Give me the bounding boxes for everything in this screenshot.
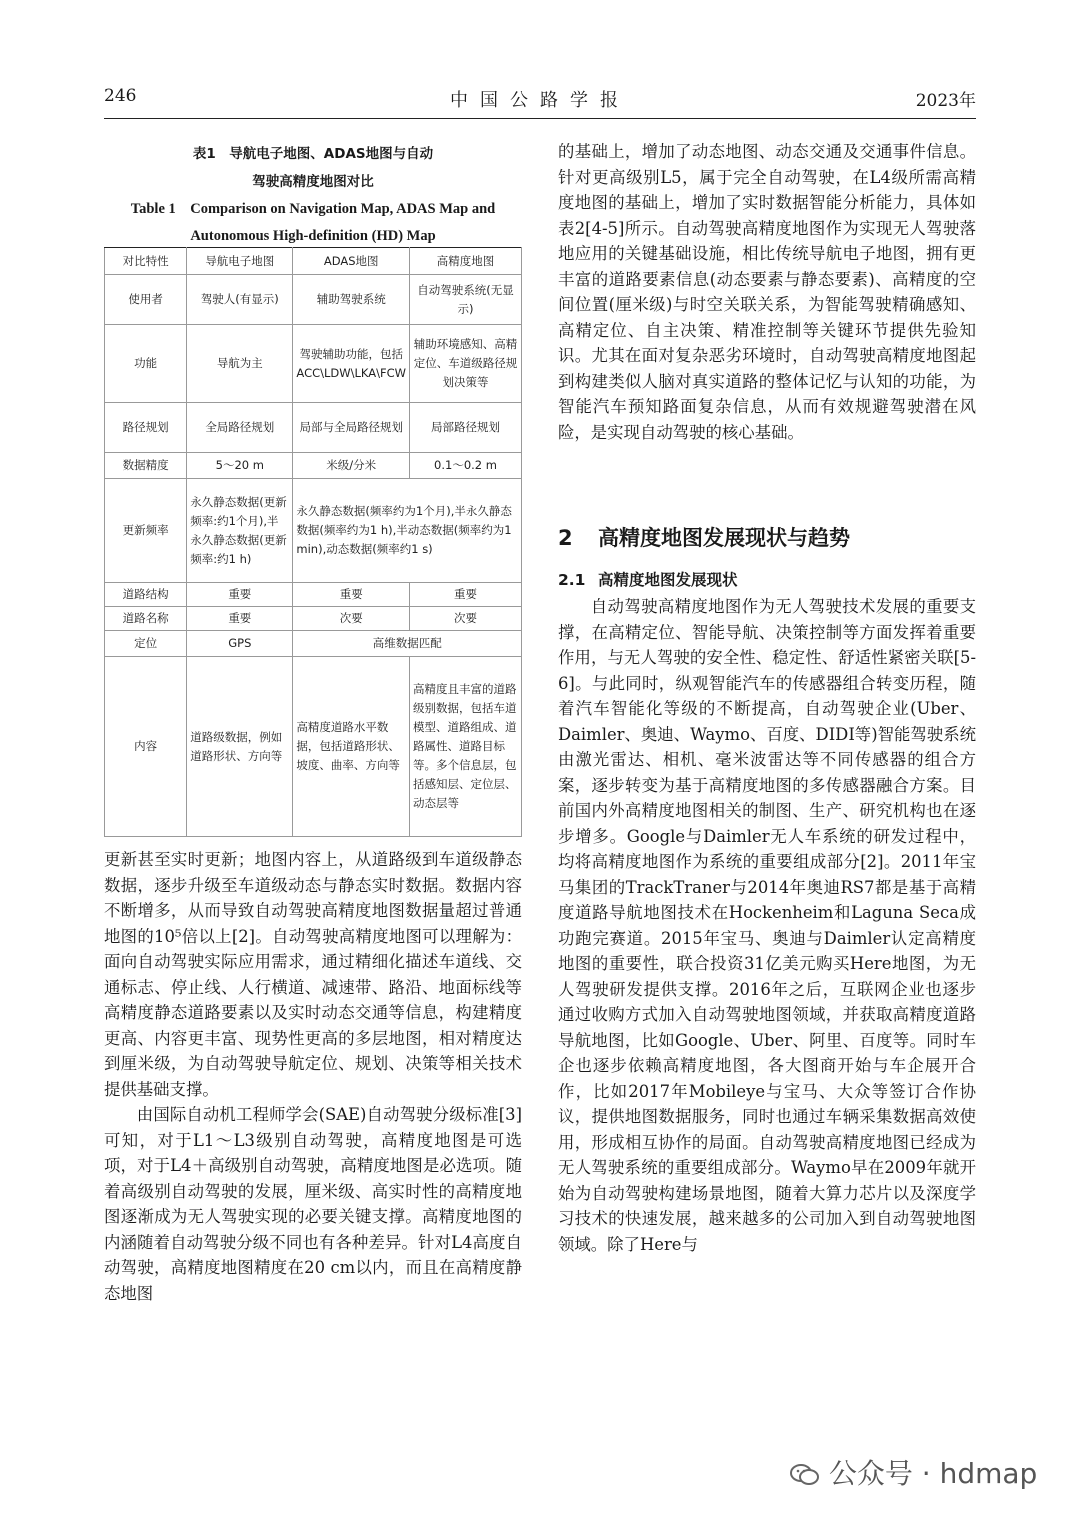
table-cell: 道路名称: [105, 607, 187, 631]
paragraph: 自动驾驶高精度地图作为无人驾驶技术发展的重要支撑，在高精定位、智能导航、决策控制等方面发挥着重要作用，与无人驾驶的安全性、稳定性、舒适性紧密关联[5-6]。与此同时，纵观智能汽车的传感器组合转变历程，随着汽车智能化等级的不断提高，自动驾驶企业(Uber、Daimler、奥迪、Waymo、百度、DIDI等)智能驾驶系统由激光雷达、相机、毫米波雷达等不同传感器的组合方案，逐步转变为基于高精度地图的多传感器融合方案。目前国内外高精度地图相关的制图、生产、研究机构也在逐步增多。Google与Daimler无人车系统的研发过程中，均将高精度地图作为系统的重要组成部分[2]。2011年宝马集团的TrackTraner与2014年奥迪RS7都是基于高精度道路导航地图技术在Hockenheim和Laguna Seca成功跑完赛道。2015年宝马、奥迪与Daimler认定高精度地图的重要性，联合投资31亿美元购买Here地图，为无人驾驶研发提供支撑。2016年之后，互联网企业也逐步通过收购方式加入自动驾驶地图领域，并获取高精度道路导航地图，比如Google、Uber、阿里、百度等。同时车企也逐步依赖高精度地图，各大图商开始与车企展开合作，比如2017年Mobileye与宝马、大众等签订合作协议，提供地图数据服务，同时也通过车辆采集数据高效使用，形成相互协作的局面。自动驾驶高精度地图已经成为无人驾驶系统的重要组成部分。Waymo早在2009年就开始为自动驾驶构建场景地图，随着大算力芯片以及深度学习技术的快速发展，越来越多的公司加入到自动驾驶地图领域。除了Here与: [558, 597, 976, 1254]
table-cell: 道路结构: [105, 583, 187, 607]
table-cell: 自动驾驶系统(无显示): [410, 275, 522, 325]
table-row: [105, 657, 522, 837]
table-cell: 路径规划: [105, 403, 187, 453]
table-row: [105, 631, 522, 657]
left-column: [104, 847, 522, 1306]
table-caption-en-1: Table 1 Comparison on Navigation Map, ADAS Map and: [130, 201, 496, 217]
paragraph: 由国际自动机工程师学会(SAE)自动驾驶分级标准[3]可知，对于L1～L3级别自动驾驶，高精度地图是可选项，对于L4＋高级别自动驾驶，高精度地图是必选项。随着高级别自动驾驶的发展，厘米级、高实时性的高精度地图逐渐成为无人驾驶实现的必要关键支撑。高精度地图的内涵随着自动驾驶分级不同也有各种差异。针对L4高度自动驾驶，高精度地图精度在20 cm以内，而且在高精度静态地图: [104, 1105, 522, 1303]
table-cell: 辅助驾驶系统: [293, 275, 410, 325]
section-title: 高精度地图发展现状与趋势: [598, 526, 850, 550]
table-header-row: [105, 248, 522, 275]
table-cell: 全局路径规划: [187, 403, 293, 453]
table-cell: 重要: [187, 583, 293, 607]
table-cell: 重要: [410, 583, 522, 607]
table-row: [105, 403, 522, 453]
table-row: [105, 607, 522, 631]
table-cell: GPS: [187, 631, 293, 657]
table-row: [105, 453, 522, 479]
page-number: 246: [104, 86, 137, 106]
right-column-top: [558, 139, 976, 445]
paragraph: 更新甚至实时更新；地图内容上，从道路级到车道级静态数据，逐步升级至车道级动态与静态实时数据。数据内容不断增多，从而导致自动驾驶高精度地图数据量超过普通地图的10⁵倍以上[2]。自动驾驶高精度地图可以理解为：面向自动驾驶实际应用需求，通过精细化描述车道线、交通标志、停止线、人行横道、减速带、路沿、地面标线等高精度静态道路要素以及实时动态交通等信息，构建精度更高、内容更丰富、现势性更高的多层地图，相对精度达到厘米级，为自动驾驶导航定位、规划、决策等相关技术提供基础支撑。: [104, 850, 522, 1099]
table-cell: 功能: [105, 325, 187, 403]
table-cell: 永久静态数据(更新频率:约1个月),半永久静态数据(更新频率:约1 h): [187, 479, 293, 583]
table-cell: 高精度且丰富的道路级别数据，包括车道模型、道路组成、道路属性、道路目标等。多个信息层，包括感知层、定位层、动态层等: [410, 657, 522, 837]
table-cell: 次要: [293, 607, 410, 631]
table-header-cell: 对比特性: [105, 248, 187, 275]
table-cell: 内容: [105, 657, 187, 837]
table-cell: 5～20 m: [187, 453, 293, 479]
table-header-cell: 导航电子地图: [187, 248, 293, 275]
table-cell: 道路级数据，例如道路形状、方向等: [187, 657, 293, 837]
wechat-watermark: [790, 1452, 1037, 1492]
subsection-title: 高精度地图发展现状: [598, 571, 738, 589]
section-number: 2: [558, 526, 573, 550]
table-cell: 驾驶人(有显示): [187, 275, 293, 325]
wechat-icon: [790, 1464, 820, 1486]
table-cell: 高维数据匹配: [293, 631, 522, 657]
table-cell: 次要: [410, 607, 522, 631]
table-cell: 0.1～0.2 m: [410, 453, 522, 479]
page-header: [104, 86, 976, 116]
subsection-number: 2.1: [558, 571, 586, 589]
table-cell: 定位: [105, 631, 187, 657]
table-cell: 重要: [293, 583, 410, 607]
journal-year: 2023年: [915, 91, 976, 111]
table-cell: 米级/分米: [293, 453, 410, 479]
section-heading-2-1: [558, 568, 976, 590]
table-cell: 使用者: [105, 275, 187, 325]
table-header-cell: ADAS地图: [293, 248, 410, 275]
table-cell: 高精度道路水平数据，包括道路形状、坡度、曲率、方向等: [293, 657, 410, 837]
table-caption: [104, 140, 522, 250]
comparison-table: [104, 247, 522, 837]
table-cell: 局部路径规划: [410, 403, 522, 453]
table-caption-en-2: Autonomous High-definition (HD) Map: [190, 228, 436, 244]
table-cell: 导航为主: [187, 325, 293, 403]
table-header-cell: 高精度地图: [410, 248, 522, 275]
table-cell: 重要: [187, 607, 293, 631]
table-cell: 局部与全局路径规划: [293, 403, 410, 453]
section-heading-2: [558, 522, 976, 552]
table-cell: 驾驶辅助功能，包括ACC\LDW\LKA\FCW: [293, 325, 410, 403]
table-cell: 永久静态数据(频率约为1个月),半永久静态数据(频率约为1 h),半动态数据(频率约为1 min),动态数据(频率约1 s): [293, 479, 522, 583]
table-caption-cn-1: 表1 导航电子地图、ADAS地图与自动: [192, 146, 434, 162]
paragraph: 的基础上，增加了动态地图、动态交通及交通事件信息。针对更高级别L5，属于完全自动驾驶，在L4级所需高精度地图的基础上，增加了实时数据智能分析能力，具体如表2[4-5]所示。自动驾驶高精度地图作为实现无人驾驶落地应用的关键基础设施，相比传统导航电子地图，拥有更丰富的道路要素信息(动态要素与静态要素)、高精度的空间位置(厘米级)与时空关联关系，为智能驾驶精确感知、高精定位、自主决策、精准控制等关键环节提供先验知识。尤其在面对复杂恶劣环境时，自动驾驶高精度地图起到构建类似人脑对真实道路的整体记忆与认知的功能，为智能汽车预知路面复杂信息，从而有效规避驾驶潜在风险，是实现自动驾驶的核心基础。: [558, 142, 976, 442]
table-row: [105, 275, 522, 325]
table-row: [105, 325, 522, 403]
journal-name: 中国公路学报: [450, 90, 630, 111]
table-caption-cn-2: 驾驶高精度地图对比: [252, 174, 374, 190]
table-cell: 数据精度: [105, 453, 187, 479]
right-column-bottom: [558, 594, 976, 1257]
table-row: [105, 583, 522, 607]
table-cell: 更新频率: [105, 479, 187, 583]
header-rule: [104, 118, 976, 119]
table-cell: 辅助环境感知、高精定位、车道级路径规划决策等: [410, 325, 522, 403]
watermark-text: 公众号 · hdmap: [828, 1457, 1038, 1490]
table-row: [105, 479, 522, 583]
